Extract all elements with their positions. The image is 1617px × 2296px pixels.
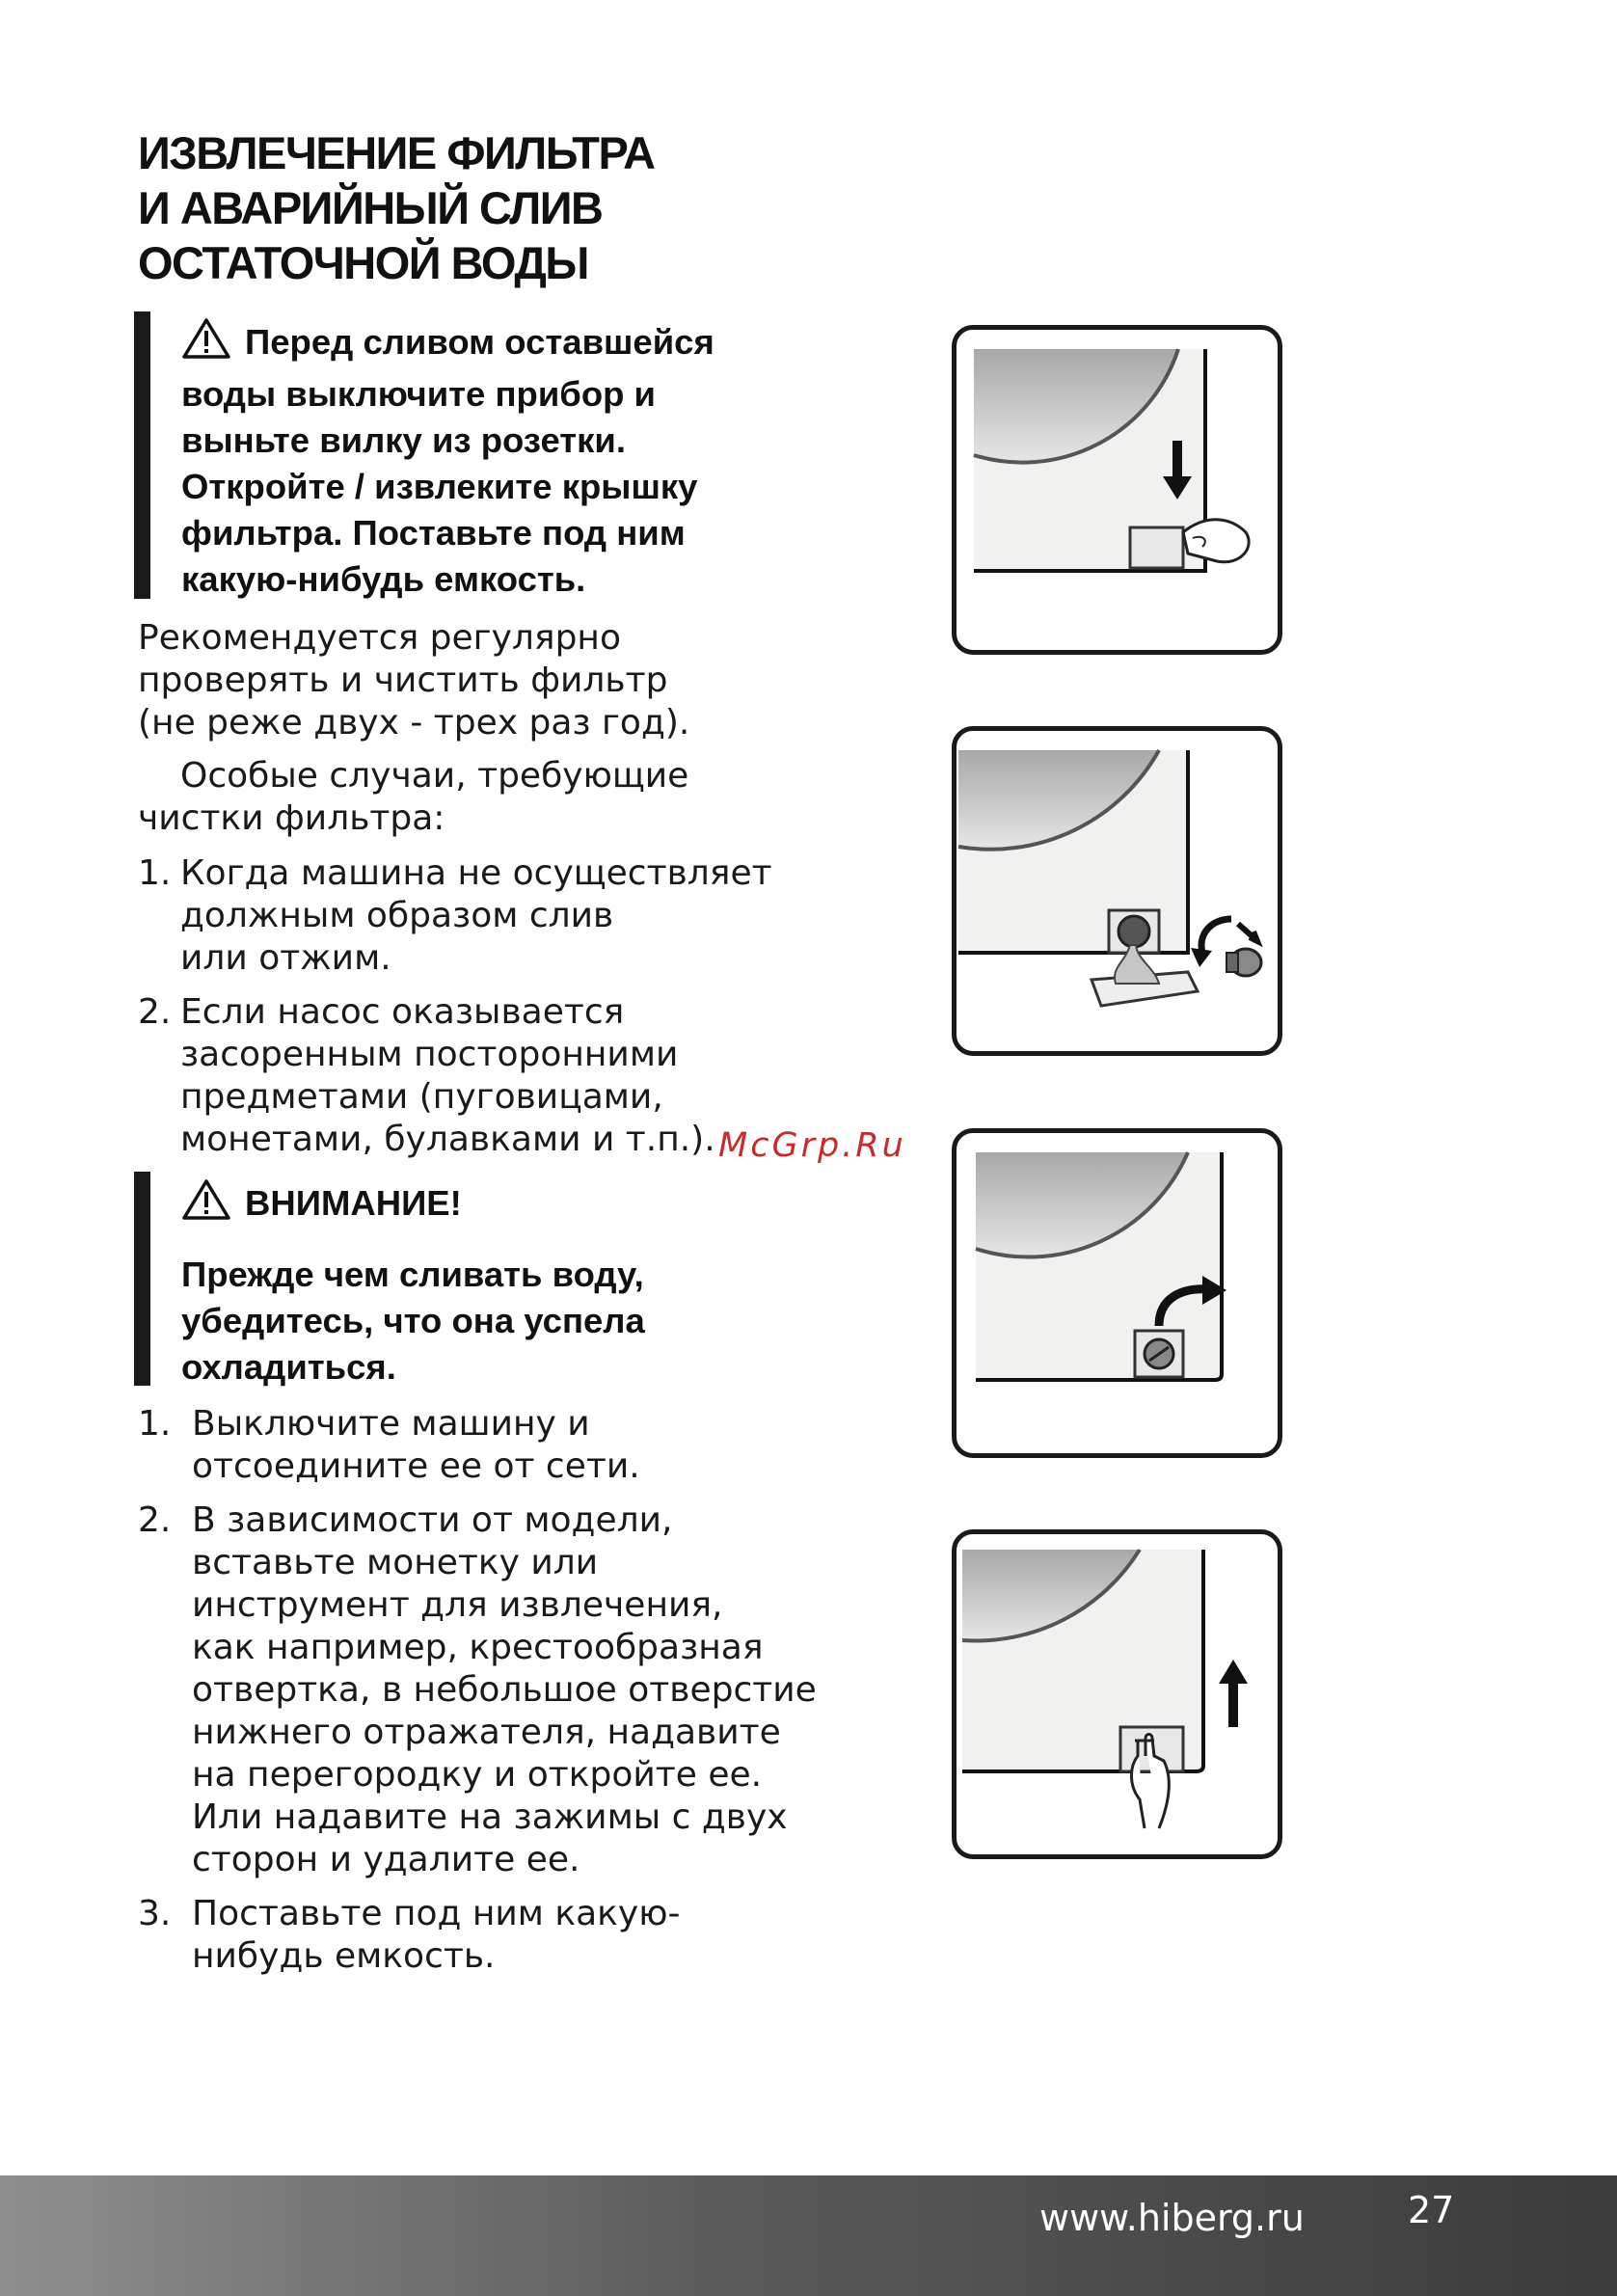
- warning-triangle-icon: [181, 317, 231, 371]
- list-line: инструмент для извлечения,: [192, 1585, 723, 1625]
- intro-line: проверять и чистить фильтр: [138, 661, 668, 700]
- list-line: вставьте монетку или: [192, 1543, 599, 1582]
- list-line: должным образом слив: [180, 896, 614, 935]
- warning-bar: [134, 311, 150, 599]
- title-line: ИЗВЛЕЧЕНИЕ ФИЛЬТРА: [138, 127, 655, 178]
- warning-line: Откройте / извлеките крышку: [181, 467, 698, 506]
- filter-cap: [1135, 1331, 1183, 1377]
- list-number: 1.: [138, 1404, 172, 1444]
- title-line: И АВАРИЙНЫЙ СЛИВ: [138, 182, 603, 233]
- warning-line: убедитесь, что она успела: [181, 1301, 645, 1340]
- steps-list: [138, 1403, 871, 1978]
- intro-paragraph: [138, 617, 813, 744]
- warning-bar: [134, 1172, 150, 1386]
- special-cases-paragraph: [138, 755, 813, 840]
- list-line: монетами, булавками и т.п.).: [180, 1120, 715, 1159]
- list-line: Поставьте под ним какую-: [192, 1894, 681, 1933]
- warning-line: Прежде чем сливать воду,: [181, 1255, 644, 1294]
- list-item: [138, 1893, 871, 1978]
- list-line: засоренным посторонними: [180, 1035, 679, 1074]
- intro-line: (не реже двух - трех раз год).: [138, 703, 690, 743]
- list-line: отсоедините ее от сети.: [192, 1446, 640, 1486]
- figure-unscrew-filter-drain: [952, 726, 1282, 1056]
- list-line: нибудь емкость.: [192, 1936, 496, 1976]
- warning-text: [181, 1178, 779, 1391]
- list-line: на перегородку и откройте ее.: [192, 1755, 763, 1795]
- intro-line: Рекомендуется регулярно: [138, 618, 621, 658]
- list-line: или отжим.: [180, 938, 391, 978]
- list-number: 2.: [138, 1500, 172, 1540]
- cases-list: [138, 852, 871, 1161]
- list-line: отвертка, в небольшое отверстие: [192, 1670, 817, 1710]
- rotate-arrow-icon: [1191, 919, 1231, 967]
- list-number: 1.: [138, 853, 172, 893]
- list-line: сторон и удалите ее.: [192, 1840, 580, 1879]
- title-line: ОСТАТОЧНОЙ ВОДЫ: [138, 237, 588, 288]
- filter-cover: [1120, 1727, 1183, 1828]
- warning-line: фильтра. Поставьте под ним: [181, 513, 686, 553]
- warning-line: охладиться.: [181, 1347, 396, 1387]
- special-line: чистки фильтра:: [138, 798, 445, 838]
- list-line: Когда машина не осуществляет: [180, 853, 772, 893]
- list-item: [138, 852, 871, 980]
- figure-close-filter-cap: [952, 1128, 1282, 1458]
- warning-text: [181, 317, 779, 603]
- filter-plug: [1226, 924, 1261, 976]
- list-item: [138, 1499, 871, 1881]
- warning-triangle-icon: [181, 1178, 231, 1232]
- list-line: Если насос оказывается: [180, 992, 625, 1032]
- list-number: 3.: [138, 1894, 172, 1933]
- page-title: [138, 125, 909, 290]
- warning-line: Перед сливом оставшейся: [245, 322, 714, 362]
- list-line: как например, крестообразная: [192, 1628, 764, 1667]
- special-line: Особые случаи, требующие: [180, 756, 689, 796]
- page-number: 27: [1408, 2189, 1455, 2231]
- list-item: [138, 1403, 871, 1488]
- page-footer: [0, 2175, 1617, 2296]
- list-line: Выключите машину и: [192, 1404, 590, 1444]
- up-arrow-icon: [1219, 1660, 1248, 1727]
- list-line: предметами (пуговицами,: [180, 1077, 663, 1117]
- warning-heading: ВНИМАНИЕ!: [245, 1183, 462, 1223]
- list-line: В зависимости от модели,: [192, 1500, 673, 1540]
- watermark: McGrp.Ru: [718, 1126, 906, 1165]
- website-link[interactable]: www.hiberg.ru: [1039, 2197, 1305, 2239]
- list-line: нижнего отражателя, надавите: [192, 1713, 781, 1752]
- figure-open-filter-cover: [952, 325, 1282, 655]
- list-number: 2.: [138, 992, 172, 1032]
- warning-line: выньте вилку из розетки.: [181, 420, 627, 460]
- list-line: Или надавите на зажимы с двух: [192, 1797, 788, 1837]
- warning-line: воды выключите прибор и: [181, 374, 656, 414]
- figure-replace-filter-cover: [952, 1529, 1282, 1859]
- warning-line: какую-нибудь емкость.: [181, 559, 586, 599]
